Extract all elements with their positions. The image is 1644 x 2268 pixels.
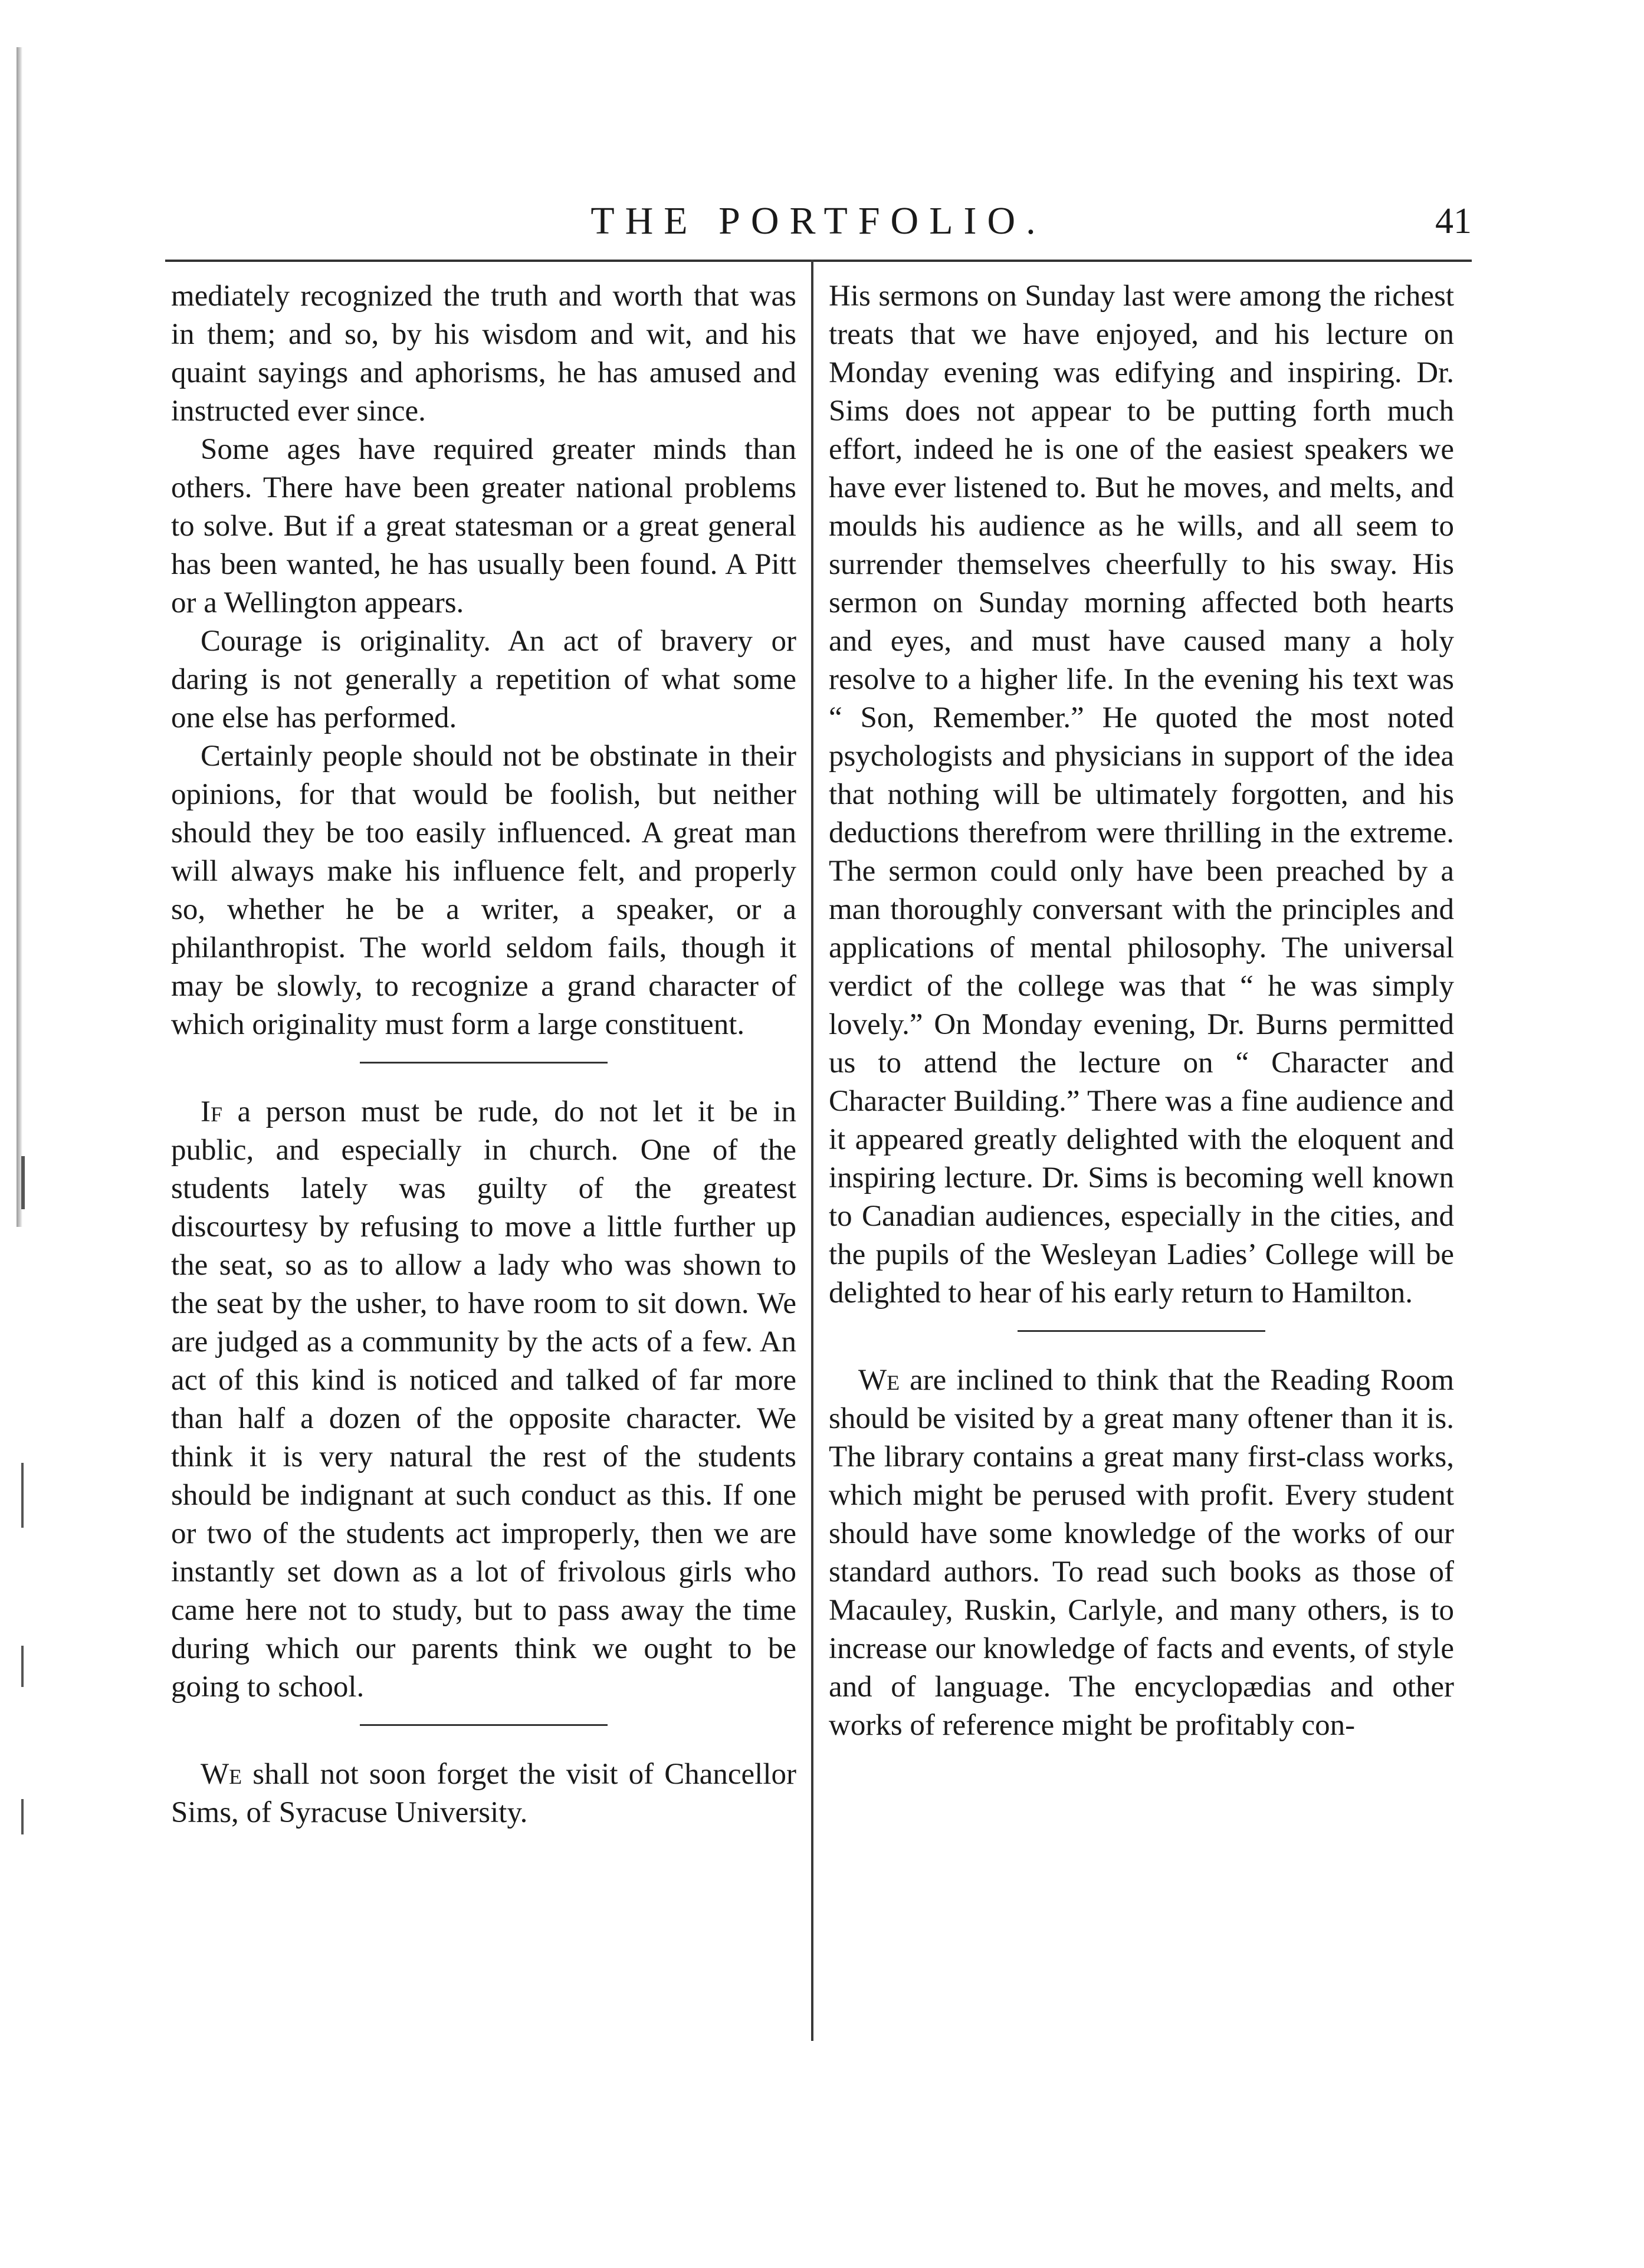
paragraph: [829, 1361, 1454, 1745]
paragraph-lead: If: [201, 1095, 223, 1128]
section-divider: [360, 1724, 608, 1726]
scan-mark: [21, 1799, 24, 1834]
scan-mark: [21, 1156, 25, 1209]
page-number: 41: [1435, 201, 1472, 241]
scan-mark: [21, 1463, 24, 1528]
page-header: [165, 192, 1472, 257]
right-column: [829, 277, 1454, 1745]
column-rule: [811, 260, 813, 2041]
paragraph-lead: We: [858, 1364, 900, 1397]
scan-mark: [21, 1646, 24, 1687]
paragraph-text: shall not soon forget the visit of Chancellor Sims, of Syracuse University.: [171, 1758, 796, 1829]
header-rule: [165, 260, 1472, 262]
paragraph: [171, 1755, 796, 1832]
paragraph-text: are inclined to think that the Reading Room should be visited by a great many oftener than it is. The library contains a great many first-class works, which might be perused with profit. Every student should have some knowledge of the works of our standard authors. To read such books as those of Macauley, Ruskin, Carlyle, and many others, is to increase our knowledge of facts and events, of style and of language. The encyclopædias and other works of reference might be profitably con-: [829, 1364, 1454, 1742]
paragraph: His sermons on Sunday last were among the richest treats that we have enjoyed, and his lecture on Monday evening was edifying and inspiring. Dr. Sims does not appear to be putting forth much effort, indeed he is one of the easiest speakers we have ever listened to. But he moves, and melts, and moulds his audience as he wills, and all seem to surrender themselves cheerfully to his sway. His sermon on Sunday morning affected both hearts and eyes, and must have caused many a holy resolve to a higher life. In the evening his text was “ Son, Remember.” He quoted the most noted psychologists and physicians in support of the idea that nothing will be ultimately forgotten, and his deductions therefrom were thrilling in the extreme. The sermon could only have been preached by a man thoroughly conversant with the principles and applications of mental philosophy. The universal verdict of the college was that “ he was simply lovely.” On Monday evening, Dr. Burns permitted us to attend the lecture on “ Character and Character Building.” There was a fine audience and it appeared greatly delighted with the eloquent and inspiring lecture. Dr. Sims is becoming well known to Canadian audiences, especially in the cities, and the pupils of the Wesleyan Ladies’ College will be delighted to hear of his early return to Hamilton.: [829, 280, 1454, 1309]
paragraph: Some ages have required greater minds than others. There have been greater national problems to solve. But if a great statesman or a great general has been wanted, he has usually been found. A Pitt or a Wellington appears.: [171, 433, 796, 619]
journal-title: THE PORTFOLIO.: [590, 199, 1046, 242]
paragraph: mediately recognized the truth and worth that was in them; and so, by his wisdom and wit, and his quaint sayings and aphorisms, he has amused and instructed ever since.: [171, 280, 796, 428]
paragraph: Courage is originality. An act of bravery or daring is not generally a repetition of what some one else has performed.: [171, 625, 796, 734]
paragraph: Certainly people should not be obstinate in their opinions, for that would be foolish, but neither should they be too easily influenced. A great man will always make his influence felt, and properly so, whether he be a writer, a speaker, or a philanthropist. The world seldom fails, though it may be slowly, to recognize a grand character of which originality must form a large constituent.: [171, 740, 796, 1041]
paragraph-text: a person must be rude, do not let it be in public, and especially in church. One of the students lately was guilty of the greatest discourtesy by refusing to move a little further up the seat, so as to allow a lady who was shown to the seat by the usher, to have room to sit down. We are judged as a community by the acts of a few. An act of this kind is noticed and talked of far more than half a dozen of the opposite character. We think it is very natural the rest of the students should be indignant at such conduct as this. If one or two of the students act improperly, then we are instantly set down as a lot of frivolous girls who came here not to study, but to pass away the time during which our parents think we ought to be going to school.: [171, 1095, 796, 1704]
scan-edge: [17, 47, 22, 1227]
section-divider: [1018, 1330, 1265, 1332]
left-column: [171, 277, 796, 1832]
section-divider: [360, 1062, 608, 1064]
paragraph: [171, 1093, 796, 1706]
paragraph-lead: We: [201, 1758, 242, 1791]
